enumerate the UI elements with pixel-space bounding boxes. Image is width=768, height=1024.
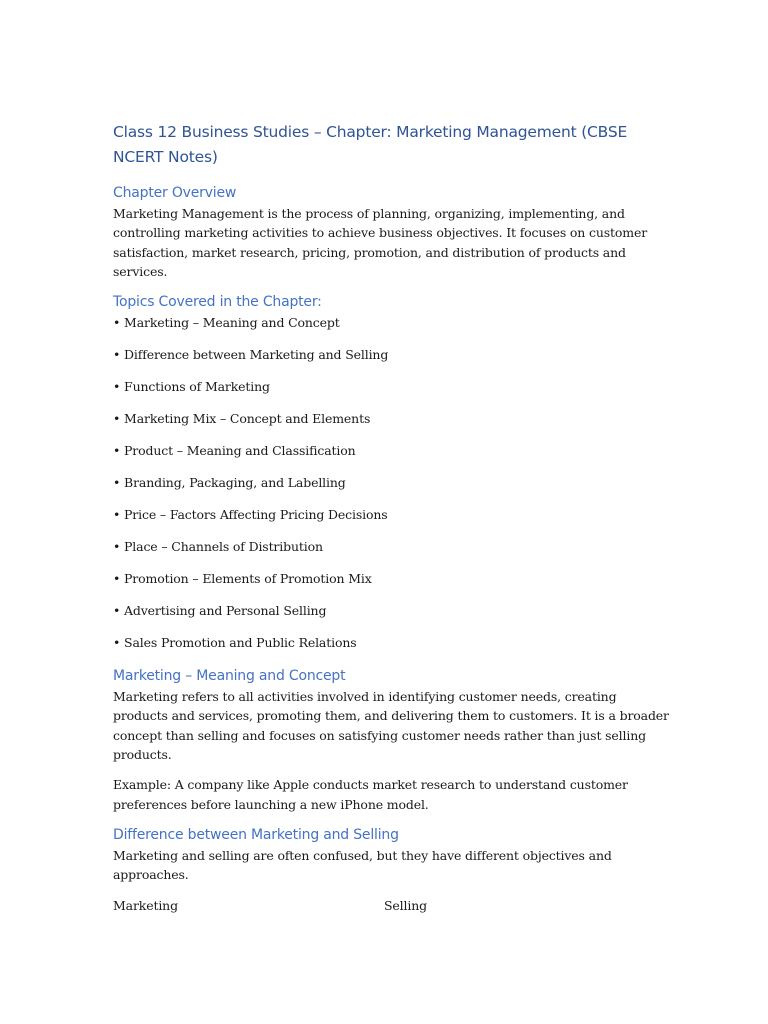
overview-heading: Chapter Overview bbox=[113, 185, 237, 201]
list-item: • Advertising and Personal Selling bbox=[113, 603, 327, 619]
column-header-marketing: Marketing bbox=[113, 897, 178, 913]
column-header-selling: Selling bbox=[384, 897, 427, 913]
list-item: • Branding, Packaging, and Labelling bbox=[113, 475, 346, 491]
topics-list bbox=[113, 313, 673, 653]
list-item: • Product – Meaning and Classification bbox=[113, 443, 356, 459]
overview-text: Marketing Management is the process of planning, organizing, implementing, and controlling marketing activities to achieve business objectives. It focuses on customer satisfaction, market research, pricing, promotion, and distribution of products and services. bbox=[113, 206, 648, 279]
difference-text: Marketing and selling are often confused, but they have different objectives and approaches. bbox=[113, 847, 612, 883]
difference-heading: Difference between Marketing and Selling bbox=[113, 826, 399, 843]
list-item: • Price – Factors Affecting Pricing Decisions bbox=[113, 507, 388, 523]
topics-heading: Topics Covered in the Chapter: bbox=[113, 294, 322, 311]
list-item: • Marketing – Meaning and Concept bbox=[113, 315, 340, 331]
list-item: • Difference between Marketing and Selling bbox=[113, 347, 389, 363]
list-item: • Sales Promotion and Public Relations bbox=[113, 635, 357, 651]
list-item: • Promotion – Elements of Promotion Mix bbox=[113, 571, 372, 587]
meaning-heading: Marketing – Meaning and Concept bbox=[113, 668, 346, 685]
list-item: • Functions of Marketing bbox=[113, 379, 270, 395]
list-item: • Place – Channels of Distribution bbox=[113, 539, 323, 555]
list-item: • Marketing Mix – Concept and Elements bbox=[113, 411, 371, 427]
document-page bbox=[113, 120, 673, 916]
comparison-table-header bbox=[113, 896, 673, 916]
meaning-example: Example: A company like Apple conducts market research to understand customer preferences before launching a new iPhone model. bbox=[113, 777, 628, 812]
document-title: Class 12 Business Studies – Chapter: Marketing Management (CBSE NCERT Notes) bbox=[113, 123, 628, 166]
meaning-text: Marketing refers to all activities involved in identifying customer needs, creating products and services, promoting them, and delivering them to customers. It is a broader concept than selling and focuses on satisfying customer needs rather than just selling products. bbox=[113, 689, 669, 763]
